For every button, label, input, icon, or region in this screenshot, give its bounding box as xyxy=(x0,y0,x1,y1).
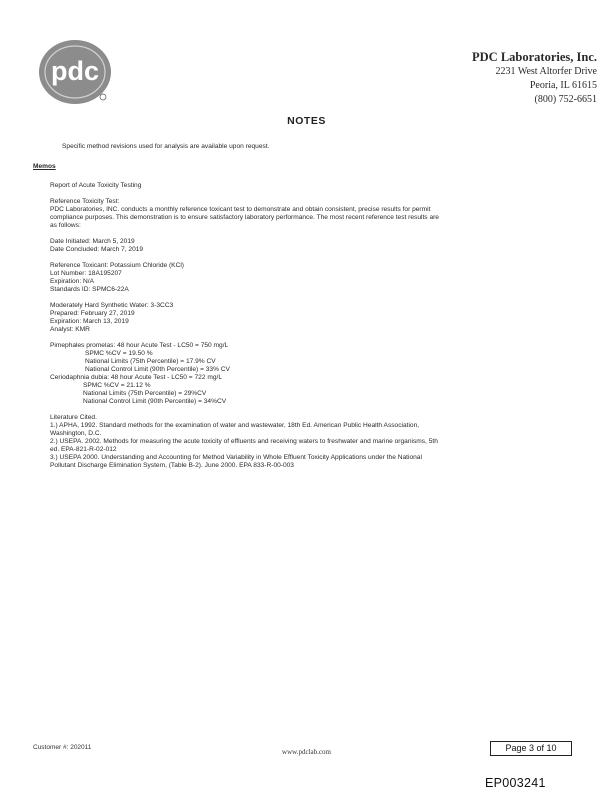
literature-block xyxy=(50,414,570,470)
water-block xyxy=(50,302,570,334)
address-line-2: Peoria, IL 61615 xyxy=(529,80,597,91)
standards-id: Standards ID: SPMC6-22A xyxy=(50,286,129,293)
water-expiration: Expiration: March 13, 2019 xyxy=(50,318,129,325)
customer-number: Customer #: 202011 xyxy=(33,744,92,751)
page-number-box: Page 3 of 10 xyxy=(490,741,572,756)
pimephales-control-limit: National Control Limit (90th Percentile) = 33% CV xyxy=(85,366,230,373)
reference-test-line: compliance purposes. This demonstration is to ensure satisfactory laboratory performance. The most recent reference test results are xyxy=(50,214,439,221)
literature-line: 2.) USEPA. 2002. Methods for measuring the acute toxicity of effluents and receiving waters to freshwater and marine organisms, 5th xyxy=(50,438,438,445)
intro-text: Specific method revisions used for analysis are available upon request. xyxy=(62,143,270,150)
literature-line: Pollutant Discharge Elimination System, (Table B-2). June 2000. EPA 833-R-00-003 xyxy=(50,462,294,469)
water-name: Moderately Hard Synthetic Water: 3-3CC3 xyxy=(50,302,174,309)
reference-toxicant: Reference Toxicant: Potassium Chloride (KCl) xyxy=(50,262,185,269)
company-name: PDC Laboratories, Inc. xyxy=(472,50,597,64)
reference-test-block xyxy=(50,198,570,230)
results-block xyxy=(50,342,570,406)
memos-heading: Memos xyxy=(33,163,56,170)
ceriodaphnia-control-limit: National Control Limit (90th Percentile) = 34%CV xyxy=(83,398,227,405)
literature-line: Washington, D.C. xyxy=(50,430,102,437)
reference-test-line: as follows: xyxy=(50,222,81,229)
date-initiated: Date Initiated: March 5, 2019 xyxy=(50,238,135,245)
ceriodaphnia-spmc: SPMC %CV = 21.12 % xyxy=(83,382,151,389)
analyst: Analyst: KMR xyxy=(50,326,90,333)
logo-text: pdc xyxy=(50,56,100,86)
dates-block xyxy=(50,238,570,254)
ceriodaphnia-result: Ceriodaphnia dubia: 48 hour Acute Test - LC50 = 722 mg/L xyxy=(50,374,222,381)
report-title: Report of Acute Toxicity Testing xyxy=(50,182,142,189)
literature-line: 3.) USEPA 2000. Understanding and Accounting for Method Variability in Whole Effluent Toxicity Applications under the National xyxy=(50,454,422,461)
literature-heading: Literature Cited. xyxy=(50,414,97,421)
company-logo xyxy=(37,38,113,106)
toxicant-block xyxy=(50,262,570,294)
memo-body xyxy=(50,182,570,478)
report-title-block xyxy=(50,182,570,190)
pimephales-result: Pimephales promelas: 48 hour Acute Test - LC50 = 750 mg/L xyxy=(50,342,229,349)
pimephales-spmc: SPMC %CV = 19.50 % xyxy=(85,350,153,357)
pimephales-national-limits: National Limits (75th Percentile) = 17.9% CV xyxy=(85,358,216,365)
date-concluded: Date Concluded: March 7, 2019 xyxy=(50,246,144,253)
company-address-block xyxy=(472,50,597,107)
lot-number: Lot Number: 18A195207 xyxy=(50,270,122,277)
literature-line: 1.) APHA, 1992. Standard methods for the examination of water and wastewater, 18th Ed. American Public Health Association, xyxy=(50,422,420,429)
address-line-1: 2231 West Altorfer Drive xyxy=(495,66,597,77)
bates-number: EP003241 xyxy=(485,776,546,790)
reference-test-line: PDC Laboratories, INC. conducts a monthly reference toxicant test to demonstrate and obtain consistent, precise results for permit xyxy=(50,206,431,213)
toxicant-expiration: Expiration: N/A xyxy=(50,278,94,285)
phone-number: (800) 752-6651 xyxy=(534,94,597,105)
reference-test-heading: Reference Toxicity Test: xyxy=(50,198,120,205)
ceriodaphnia-national-limits: National Limits (75th Percentile) = 29%CV xyxy=(83,390,207,397)
page-title: NOTES xyxy=(287,115,326,127)
literature-line: ed. EPA-821-R-02-012 xyxy=(50,446,117,453)
water-prepared: Prepared: February 27, 2019 xyxy=(50,310,135,317)
website-link[interactable]: www.pdclab.com xyxy=(282,748,331,756)
